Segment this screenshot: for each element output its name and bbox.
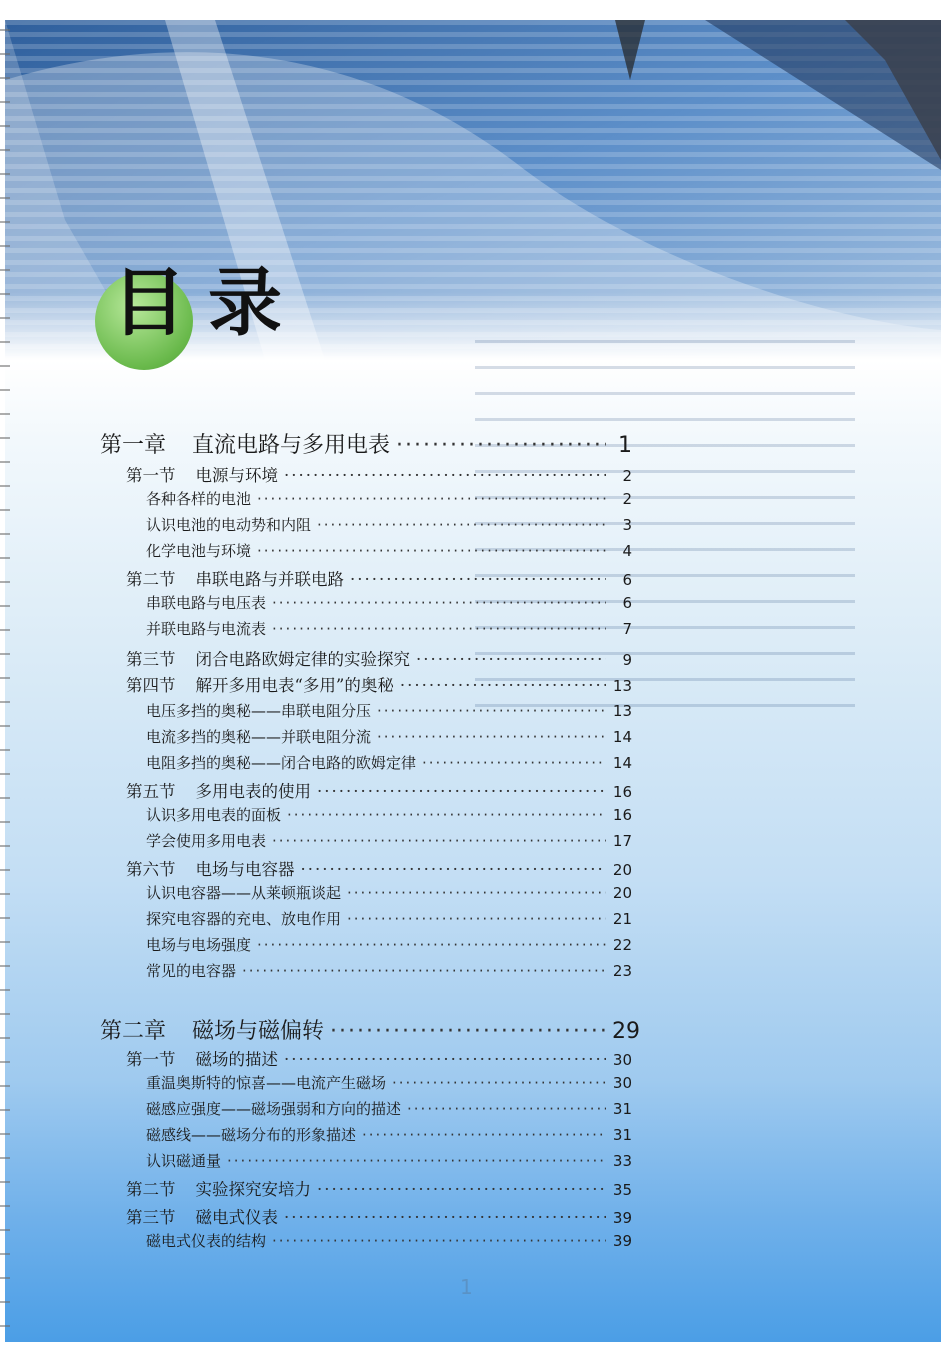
toc-title: 直流电路与多用电表 — [192, 433, 391, 458]
toc-item-row[interactable] — [146, 726, 632, 747]
toc-number: 第二节 — [126, 1180, 176, 1199]
toc-title: 认识多用电表的面板 — [146, 806, 282, 824]
toc-section-label — [126, 462, 278, 486]
toc-item-row[interactable] — [146, 618, 632, 639]
toc-chapter-row[interactable] — [100, 428, 632, 459]
toc-page-number: 6 — [622, 594, 632, 612]
toc-title: 探究电容器的充电、放电作用 — [146, 910, 342, 928]
dot-leader — [422, 754, 606, 772]
toc-page-number: 14 — [612, 728, 632, 746]
toc-item-row[interactable] — [146, 752, 632, 773]
toc-chapter-label — [100, 1014, 324, 1045]
toc-item-row[interactable] — [146, 804, 632, 825]
toc-title: 实验探究安培力 — [195, 1180, 311, 1199]
toc-page-number: 6 — [622, 571, 632, 589]
toc-item-label — [146, 700, 371, 721]
toc-item-label — [146, 752, 416, 773]
toc-title: 磁感应强度——磁场强弱和方向的描述 — [146, 1100, 402, 1118]
toc-page-number: 30 — [612, 1051, 632, 1069]
toc-title: 认识电池的电动势和内阻 — [146, 516, 312, 534]
toc-item-label — [146, 1124, 356, 1145]
toc-section-row[interactable] — [126, 856, 632, 880]
toc-chapter-row[interactable] — [100, 1014, 640, 1045]
dot-leader — [396, 433, 606, 458]
dot-leader — [330, 1019, 606, 1044]
dot-leader — [317, 1180, 606, 1199]
page-number: 1 — [460, 1275, 473, 1299]
toc-item-row[interactable] — [146, 1098, 632, 1119]
toc-item-row[interactable] — [146, 934, 632, 955]
toc-page-number: 31 — [612, 1100, 632, 1118]
toc-page-number: 20 — [612, 861, 632, 879]
toc-item-label — [146, 1072, 386, 1093]
dot-leader — [257, 490, 606, 508]
toc-page-number: 2 — [622, 490, 632, 508]
toc-title: 电源与环境 — [195, 466, 278, 485]
dot-leader — [242, 962, 606, 980]
dot-leader — [317, 782, 606, 801]
toc-title: 串联电路与电压表 — [146, 594, 267, 612]
dot-leader — [272, 1232, 606, 1250]
toc-title: 化学电池与环境 — [146, 542, 252, 560]
toc-number: 第三节 — [126, 650, 176, 669]
toc-page-number: 13 — [612, 702, 632, 720]
toc-page-number: 21 — [612, 910, 632, 928]
toc-title: 串联电路与并联电路 — [195, 570, 344, 589]
toc-item-label — [146, 592, 266, 613]
toc-item-row[interactable] — [146, 700, 632, 721]
toc-section-label — [126, 646, 410, 670]
toc-section-label — [126, 856, 295, 880]
toc-item-label — [146, 804, 281, 825]
toc-item-label — [146, 908, 341, 929]
toc-title: 解开多用电表“多用”的奥秘 — [195, 676, 394, 695]
dot-leader — [377, 728, 606, 746]
toc-page-number: 30 — [612, 1074, 632, 1092]
toc-number: 第六节 — [126, 860, 176, 879]
toc-item-row[interactable] — [146, 830, 632, 851]
toc-title: 闭合电路欧姆定律的实验探究 — [195, 650, 410, 669]
toc-page-number: 33 — [612, 1152, 632, 1170]
toc-item-label — [146, 1098, 401, 1119]
dot-leader — [400, 676, 606, 695]
toc-section-row[interactable] — [126, 778, 632, 802]
toc-page-number: 16 — [612, 783, 632, 801]
toc-title: 磁电式仪表 — [195, 1208, 278, 1227]
toc-section-row[interactable] — [126, 566, 632, 590]
toc-page-number: 3 — [622, 516, 632, 534]
dot-leader — [347, 884, 606, 902]
toc-section-row[interactable] — [126, 1046, 632, 1070]
toc-page-number: 13 — [612, 677, 632, 695]
dot-leader — [284, 466, 606, 485]
toc-title: 电流多挡的奥秘——并联电阻分流 — [146, 728, 372, 746]
toc-item-label — [146, 618, 266, 639]
toc-page-number: 17 — [612, 832, 632, 850]
toc-number: 第一节 — [126, 1050, 176, 1069]
dot-leader — [377, 702, 606, 720]
toc-chapter-label — [100, 428, 390, 459]
toc-page-number: 2 — [622, 467, 632, 485]
dot-leader — [272, 620, 606, 638]
toc-page-number: 29 — [612, 1019, 640, 1044]
dot-leader — [416, 650, 606, 669]
toc-number: 第三节 — [126, 1208, 176, 1227]
toc-item-label — [146, 488, 251, 509]
toc-section-label — [126, 778, 311, 802]
toc-title: 电场与电容器 — [195, 860, 295, 879]
toc-page-number: 20 — [612, 884, 632, 902]
toc-item-row[interactable] — [146, 960, 632, 981]
toc-item-row[interactable] — [146, 882, 632, 903]
toc-title: 磁场的描述 — [195, 1050, 278, 1069]
toc-page-number: 22 — [612, 936, 632, 954]
toc-title: 认识磁通量 — [146, 1152, 222, 1170]
toc-item-label — [146, 514, 311, 535]
dot-leader — [257, 542, 606, 560]
dot-leader — [287, 806, 606, 824]
toc-title: 常见的电容器 — [146, 962, 237, 980]
toc-title: 电场与电场强度 — [146, 936, 252, 954]
toc-title: 并联电路与电流表 — [146, 620, 267, 638]
toc-item-row[interactable] — [146, 908, 632, 929]
toc-section-label — [126, 1176, 311, 1200]
toc-section-label — [126, 672, 394, 696]
toc-page-number: 4 — [622, 542, 632, 560]
toc-section-row[interactable] — [126, 462, 632, 486]
dot-leader — [317, 516, 606, 534]
toc-item-label — [146, 882, 341, 903]
toc-title: 磁感线——磁场分布的形象描述 — [146, 1126, 357, 1144]
dot-leader — [227, 1152, 606, 1170]
toc-page-number: 7 — [622, 620, 632, 638]
toc-page-number: 39 — [612, 1232, 632, 1250]
toc-item-label — [146, 726, 371, 747]
toc-title: 电压多挡的奥秘——串联电阻分压 — [146, 702, 372, 720]
dot-leader — [272, 832, 606, 850]
toc-item-row[interactable] — [146, 1150, 632, 1171]
toc-section-row[interactable] — [126, 1176, 632, 1200]
toc-number: 第五节 — [126, 782, 176, 801]
toc-title: 学会使用多用电表 — [146, 832, 267, 850]
toc-item-row[interactable] — [146, 1124, 632, 1145]
toc-section-label — [126, 566, 344, 590]
dot-leader — [392, 1074, 606, 1092]
toc-section-row[interactable] — [126, 646, 632, 670]
toc-item-label — [146, 934, 251, 955]
toc-item-row[interactable] — [146, 540, 632, 561]
dot-leader — [284, 1050, 606, 1069]
toc-title: 重温奥斯特的惊喜——电流产生磁场 — [146, 1074, 387, 1092]
dot-leader — [350, 570, 606, 589]
binding-holes — [0, 20, 10, 1340]
dot-leader — [272, 594, 606, 612]
toc-section-row[interactable] — [126, 1204, 632, 1228]
dot-leader — [407, 1100, 606, 1118]
toc-item-row[interactable] — [146, 1072, 632, 1093]
toc-item-row[interactable] — [146, 488, 632, 509]
toc-number: 第二章 — [100, 1019, 167, 1044]
toc-item-row[interactable] — [146, 592, 632, 613]
toc-number: 第二节 — [126, 570, 176, 589]
dot-leader — [257, 936, 606, 954]
toc-number: 第一章 — [100, 433, 167, 458]
page-title: 目录 — [112, 260, 304, 346]
toc-item-label — [146, 830, 266, 851]
toc-item-label — [146, 1230, 266, 1251]
toc-section-label — [126, 1046, 278, 1070]
toc-section-row[interactable] — [126, 672, 632, 696]
toc-page-number: 14 — [612, 754, 632, 772]
toc-item-row[interactable] — [146, 1230, 632, 1251]
toc-item-label — [146, 960, 236, 981]
toc-page-number: 23 — [612, 962, 632, 980]
toc-title: 多用电表的使用 — [195, 782, 311, 801]
toc-title: 认识电容器——从莱顿瓶谈起 — [146, 884, 342, 902]
toc-title: 磁电式仪表的结构 — [146, 1232, 267, 1250]
toc-number: 第四节 — [126, 676, 176, 695]
toc-section-label — [126, 1204, 278, 1228]
toc-page-number: 1 — [618, 433, 632, 458]
toc-item-label — [146, 1150, 221, 1171]
toc-item-row[interactable] — [146, 514, 632, 535]
dot-leader — [301, 860, 607, 879]
toc-page-number: 9 — [622, 651, 632, 669]
toc-item-label — [146, 540, 251, 561]
toc-page-number: 16 — [612, 806, 632, 824]
dot-leader — [347, 910, 606, 928]
toc-page-number: 39 — [612, 1209, 632, 1227]
dot-leader — [284, 1208, 606, 1227]
toc-page-number: 31 — [612, 1126, 632, 1144]
toc-title: 电阻多挡的奥秘——闭合电路的欧姆定律 — [146, 754, 417, 772]
dot-leader — [362, 1126, 606, 1144]
toc-page-number: 35 — [612, 1181, 632, 1199]
toc-number: 第一节 — [126, 466, 176, 485]
toc-title: 各种各样的电池 — [146, 490, 252, 508]
toc-title: 磁场与磁偏转 — [192, 1019, 325, 1044]
